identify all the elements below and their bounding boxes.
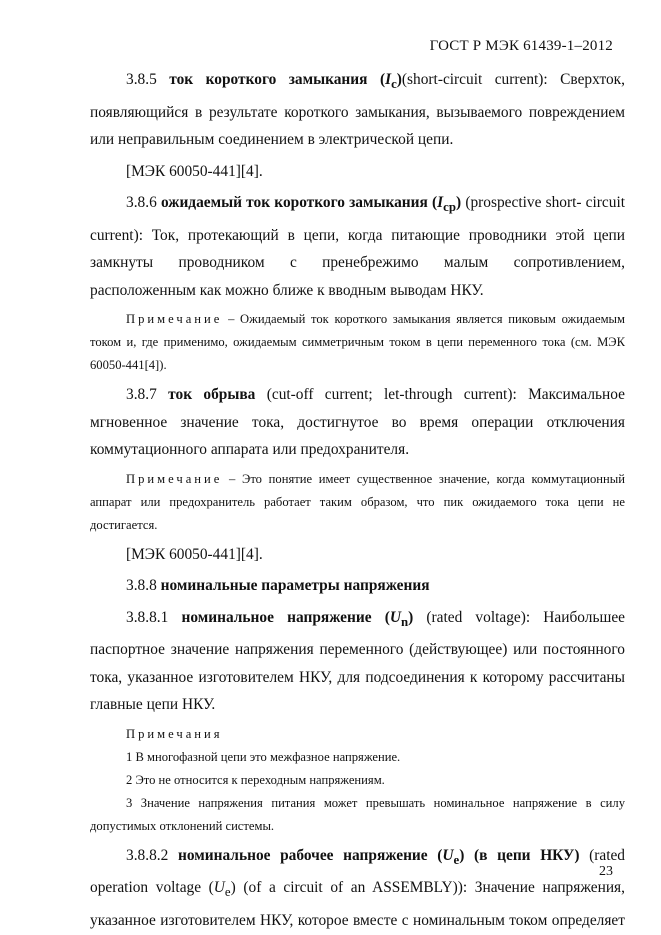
- symbol-subscript: e: [224, 885, 231, 900]
- symbol: U: [389, 608, 401, 626]
- symbol: I: [437, 194, 444, 212]
- symbol-subscript: cp: [443, 200, 457, 215]
- reference-1: [МЭК 60050-441][4].: [126, 162, 263, 180]
- symbol: I: [385, 71, 392, 88]
- symbol-subscript: n: [400, 614, 409, 629]
- term: номинальное напряжение (: [181, 608, 390, 626]
- clause-number: 3.8.8.2: [126, 846, 178, 864]
- page-number: 23: [599, 864, 613, 879]
- notes-3-item: 3 Значение напряжения питания может превышать номинальное напряжение в силу допустимых отклонений системы.: [90, 795, 625, 833]
- term: ожидаемый ток короткого замыкания (: [160, 194, 438, 212]
- symbol: U: [442, 846, 454, 864]
- clause-number: 3.8.6: [126, 194, 161, 212]
- clause-number: 3.8.5: [126, 71, 170, 88]
- clause-3-8-6: 3.8.6 ожидаемый ток короткого замыкания $(I_{cp})$ (prospective short- circuit current): Ток, протекающий в цепи, когда питающие проводники этой цепи замкнуты проводником с пренебрежимо малым сопротивлением, расположенным как можно ближе к вводным выводам НКУ.: [90, 194, 625, 299]
- note-1: [90, 308, 625, 377]
- clause-3-8-8-2: 3.8.8.2 номинальное рабочее напряжение $(U_e)$ (в цепи НКУ) (rated operation voltage $(U_e)$ (of a circuit of an ASSEMBLY)): Значение напряжения, указанное изготовителем НКУ, которое вместе с номинальным током определяет: [90, 846, 625, 929]
- clause-number: 3.8.8: [126, 577, 161, 595]
- term: номинальные параметры напряжения: [160, 577, 430, 595]
- note-text: – Ожидаемый ток короткого замыкания является пиковым ожидаемым током и, где применимо, ожидаемым симметричным током в цепи переменного тока (см. МЭК 60050-441[4]).: [90, 312, 625, 373]
- note-label: Примечание: [126, 312, 223, 327]
- clause-number: 3.8.8.1: [126, 608, 182, 626]
- clause-3-8-7: [90, 381, 625, 464]
- symbol-subscript: c: [391, 77, 397, 92]
- reference-2: [МЭК 60050-441][4].: [126, 545, 263, 563]
- notes-3-item: 2 Это не относится к переходным напряжениям.: [126, 772, 385, 787]
- notes-3-label: [90, 723, 625, 746]
- clause-3-8-5: 3.8.5 ток короткого замыкания $(I_c)(short$-circuit current): Сверхток, появляющийся в результате короткого замыкания, вызываемого повреждением или неправильным соединением в электрической цепи.: [90, 71, 625, 149]
- symbol-subscript: e: [453, 852, 460, 867]
- term: номинальное рабочее напряжение (: [177, 846, 443, 864]
- definition-text: ) (of a circuit of an ASSEMBLY)): Значение напряжения, указанное изготовителем НКУ, которое вместе с номинальным током определяет: [90, 879, 625, 929]
- standard-header: ГОСТ Р МЭК 61439-1–2012: [429, 38, 613, 54]
- definition-text: (prospective short- circuit current): Ток, протекающий в цепи, когда питающие проводники этой цепи замкнуты проводником с пренебрежимо малым сопротивлением, расположенным как можно ближе к вводным выводам НКУ.: [90, 194, 625, 299]
- notes-label: Примечания: [126, 726, 223, 741]
- definition-text: (rated operation voltage (: [90, 846, 625, 897]
- clause-3-8-8-1: 3.8.8.1 номинальное напряжение $(U_n)$ (rated voltage): Наибольшее паспортное значение напряжения переменного (действующее) или постоянного тока, указанное изготовителем НКУ, для подсоединения к которому рассчитаны главные цепи НКУ.: [90, 608, 625, 714]
- symbol: U: [213, 879, 225, 897]
- note-label: Примечание: [126, 471, 223, 486]
- term: ток обрыва: [168, 386, 256, 404]
- document-body: [90, 66, 625, 934]
- clause-3-8-8: [90, 572, 625, 600]
- clause-number: 3.8.7: [126, 386, 169, 404]
- note-2: [90, 468, 625, 537]
- note-text: – Это понятие имеет существенное значение, когда коммутационный аппарат или предохранитель работает таким образом, что пик ожидаемого тока цепи не достигается.: [90, 471, 625, 532]
- term: ток короткого замыкания (: [169, 71, 386, 88]
- definition-text: (rated voltage): Наибольшее паспортное значение напряжения переменного (действующее) или постоянного тока, указанное изготовителем НКУ, для подсоединения к которому рассчитаны главные цепи НКУ.: [90, 608, 625, 714]
- definition-text: (short-circuit current): Сверхток, появляющийся в результате короткого замыкания, вызываемого повреждением или неправильным соединением в электрической цепи.: [90, 71, 625, 149]
- definition-text: (cut-off current; let-through current): Максимальное мгновенное значение тока, достигнутое во время операции отключения коммутационного аппарата или предохранителя.: [90, 386, 625, 459]
- notes-3-item: 1 В многофазной цепи это межфазное напряжение.: [126, 749, 401, 764]
